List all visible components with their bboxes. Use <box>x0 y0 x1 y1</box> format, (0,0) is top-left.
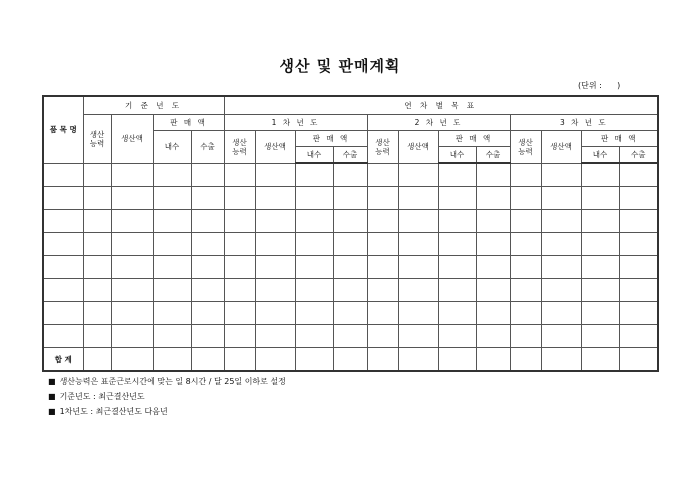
unit-label: (단위 : ) <box>578 81 621 90</box>
value-cell[interactable] <box>224 187 255 210</box>
data-rows <box>43 163 658 348</box>
item-name-cell[interactable] <box>43 302 83 325</box>
header-capacity: 생산 능력 <box>224 131 255 164</box>
value-cell[interactable] <box>83 302 111 325</box>
value-cell[interactable] <box>581 325 619 348</box>
value-cell[interactable] <box>153 279 191 302</box>
value-cell[interactable] <box>83 256 111 279</box>
value-cell[interactable] <box>83 233 111 256</box>
value-cell[interactable] <box>333 256 367 279</box>
value-cell[interactable] <box>581 279 619 302</box>
value-cell[interactable] <box>541 279 581 302</box>
value-cell[interactable] <box>510 302 541 325</box>
value-cell[interactable] <box>224 325 255 348</box>
value-cell[interactable] <box>581 256 619 279</box>
value-cell[interactable] <box>191 233 224 256</box>
value-cell[interactable] <box>191 210 224 233</box>
value-cell[interactable] <box>111 163 153 187</box>
value-cell[interactable] <box>224 302 255 325</box>
header-item-name: 품 목 명 <box>43 96 83 163</box>
value-cell[interactable] <box>438 279 476 302</box>
total-cell[interactable] <box>83 348 111 372</box>
total-cell[interactable] <box>367 348 398 372</box>
table-row <box>43 187 658 210</box>
header-sales-amount: 판 매 액 <box>295 131 367 147</box>
value-cell[interactable] <box>541 256 581 279</box>
value-cell[interactable] <box>510 187 541 210</box>
value-cell[interactable] <box>510 163 541 187</box>
value-cell[interactable] <box>295 302 333 325</box>
header-domestic: 내수 <box>295 147 333 164</box>
total-cell[interactable] <box>224 348 255 372</box>
value-cell[interactable] <box>398 302 438 325</box>
header-year2: 2 차 년 도 <box>367 115 510 131</box>
value-cell[interactable] <box>438 233 476 256</box>
page-title: 생산 및 판매계획 <box>279 57 401 75</box>
value-cell[interactable] <box>367 187 398 210</box>
value-cell[interactable] <box>619 163 658 187</box>
value-cell[interactable] <box>153 325 191 348</box>
total-cell[interactable] <box>191 348 224 372</box>
value-cell[interactable] <box>619 233 658 256</box>
total-cell[interactable] <box>581 348 619 372</box>
value-cell[interactable] <box>191 279 224 302</box>
value-cell[interactable] <box>333 302 367 325</box>
value-cell[interactable] <box>541 233 581 256</box>
value-cell[interactable] <box>111 256 153 279</box>
header-sales-amount: 판 매 액 <box>581 131 658 147</box>
black-square-bullet-icon: ■ <box>48 392 56 401</box>
value-cell[interactable] <box>510 325 541 348</box>
value-cell[interactable] <box>111 233 153 256</box>
value-cell[interactable] <box>111 279 153 302</box>
value-cell[interactable] <box>295 279 333 302</box>
value-cell[interactable] <box>367 302 398 325</box>
total-cell[interactable] <box>438 348 476 372</box>
value-cell[interactable] <box>153 187 191 210</box>
table-row <box>43 210 658 233</box>
value-cell[interactable] <box>367 256 398 279</box>
header-export: 수출 <box>191 131 224 164</box>
black-square-bullet-icon: ■ <box>48 407 56 416</box>
value-cell[interactable] <box>83 279 111 302</box>
value-cell[interactable] <box>191 163 224 187</box>
header-export: 수출 <box>333 147 367 164</box>
value-cell[interactable] <box>541 210 581 233</box>
value-cell[interactable] <box>191 302 224 325</box>
value-cell[interactable] <box>476 279 510 302</box>
value-cell[interactable] <box>438 325 476 348</box>
value-cell[interactable] <box>333 187 367 210</box>
header-capacity: 생산 능력 <box>83 115 111 164</box>
total-cell[interactable] <box>398 348 438 372</box>
header-yearly-targets: 연 차 별 목 표 <box>224 96 658 115</box>
production-sales-plan-table <box>42 95 659 372</box>
value-cell[interactable] <box>153 163 191 187</box>
total-cell[interactable] <box>619 348 658 372</box>
notes <box>48 374 286 419</box>
value-cell[interactable] <box>619 187 658 210</box>
value-cell[interactable] <box>255 302 295 325</box>
total-cell[interactable] <box>255 348 295 372</box>
value-cell[interactable] <box>438 256 476 279</box>
black-square-bullet-icon: ■ <box>48 377 56 386</box>
value-cell[interactable] <box>581 163 619 187</box>
value-cell[interactable] <box>398 187 438 210</box>
table-row <box>43 302 658 325</box>
value-cell[interactable] <box>255 325 295 348</box>
value-cell[interactable] <box>581 187 619 210</box>
header-capacity: 생산 능력 <box>367 131 398 164</box>
note-item: ■ 1차년도 : 최근결산년도 다음년 <box>48 407 168 416</box>
value-cell[interactable] <box>295 325 333 348</box>
value-cell[interactable] <box>476 187 510 210</box>
value-cell[interactable] <box>83 210 111 233</box>
value-cell[interactable] <box>541 325 581 348</box>
value-cell[interactable] <box>153 233 191 256</box>
value-cell[interactable] <box>398 279 438 302</box>
value-cell[interactable] <box>111 187 153 210</box>
total-cell[interactable] <box>153 348 191 372</box>
value-cell[interactable] <box>367 279 398 302</box>
value-cell[interactable] <box>367 233 398 256</box>
value-cell[interactable] <box>255 256 295 279</box>
value-cell[interactable] <box>476 163 510 187</box>
value-cell[interactable] <box>476 210 510 233</box>
value-cell[interactable] <box>111 210 153 233</box>
value-cell[interactable] <box>476 256 510 279</box>
header-sales-amount: 판 매 액 <box>153 115 224 131</box>
value-cell[interactable] <box>398 233 438 256</box>
value-cell[interactable] <box>619 210 658 233</box>
note-item: ■ 기준년도 : 최근결산년도 <box>48 392 145 401</box>
total-cell[interactable] <box>111 348 153 372</box>
header-production-amount: 생산액 <box>541 131 581 164</box>
header-domestic: 내수 <box>438 147 476 164</box>
value-cell[interactable] <box>295 256 333 279</box>
value-cell[interactable] <box>153 210 191 233</box>
value-cell[interactable] <box>255 163 295 187</box>
value-cell[interactable] <box>191 187 224 210</box>
value-cell[interactable] <box>333 325 367 348</box>
value-cell[interactable] <box>224 233 255 256</box>
header-sales-amount: 판 매 액 <box>438 131 510 147</box>
value-cell[interactable] <box>191 256 224 279</box>
table-row <box>43 279 658 302</box>
value-cell[interactable] <box>510 210 541 233</box>
value-cell[interactable] <box>255 233 295 256</box>
value-cell[interactable] <box>398 163 438 187</box>
value-cell[interactable] <box>224 279 255 302</box>
value-cell[interactable] <box>398 256 438 279</box>
value-cell[interactable] <box>619 302 658 325</box>
value-cell[interactable] <box>295 233 333 256</box>
header-production-amount: 생산액 <box>111 115 153 164</box>
value-cell[interactable] <box>476 325 510 348</box>
item-name-cell[interactable] <box>43 233 83 256</box>
header-domestic: 내수 <box>153 131 191 164</box>
header-year1: 1 차 년 도 <box>224 115 367 131</box>
table-row <box>43 256 658 279</box>
value-cell[interactable] <box>581 233 619 256</box>
value-cell[interactable] <box>367 210 398 233</box>
table-row <box>43 233 658 256</box>
total-cell[interactable] <box>541 348 581 372</box>
value-cell[interactable] <box>111 325 153 348</box>
value-cell[interactable] <box>581 210 619 233</box>
value-cell[interactable] <box>367 163 398 187</box>
header-export: 수출 <box>619 147 658 164</box>
value-cell[interactable] <box>83 325 111 348</box>
value-cell[interactable] <box>111 302 153 325</box>
total-cell[interactable] <box>333 348 367 372</box>
value-cell[interactable] <box>153 256 191 279</box>
value-cell[interactable] <box>438 187 476 210</box>
value-cell[interactable] <box>224 163 255 187</box>
value-cell[interactable] <box>438 210 476 233</box>
value-cell[interactable] <box>83 187 111 210</box>
value-cell[interactable] <box>476 302 510 325</box>
total-row <box>43 348 658 372</box>
header-domestic: 내수 <box>581 147 619 164</box>
item-name-cell[interactable] <box>43 256 83 279</box>
total-label: 합 계 <box>43 348 83 372</box>
value-cell[interactable] <box>541 163 581 187</box>
table-row <box>43 163 658 187</box>
header-production-amount: 생산액 <box>398 131 438 164</box>
value-cell[interactable] <box>153 302 191 325</box>
value-cell[interactable] <box>333 210 367 233</box>
value-cell[interactable] <box>510 233 541 256</box>
value-cell[interactable] <box>541 187 581 210</box>
header-base-year: 기 준 년 도 <box>83 96 224 115</box>
header-year3: 3 차 년 도 <box>510 115 658 131</box>
value-cell[interactable] <box>476 233 510 256</box>
item-name-cell[interactable] <box>43 325 83 348</box>
table-row <box>43 325 658 348</box>
value-cell[interactable] <box>224 256 255 279</box>
value-cell[interactable] <box>295 163 333 187</box>
value-cell[interactable] <box>295 210 333 233</box>
value-cell[interactable] <box>619 279 658 302</box>
value-cell[interactable] <box>398 210 438 233</box>
note-item: ■ 생산능력은 표준근로시간에 맞는 일 8시간 / 달 25일 이하로 설정 <box>48 377 286 386</box>
value-cell[interactable] <box>619 325 658 348</box>
value-cell[interactable] <box>255 187 295 210</box>
total-cell[interactable] <box>476 348 510 372</box>
item-name-cell[interactable] <box>43 279 83 302</box>
value-cell[interactable] <box>333 233 367 256</box>
value-cell[interactable] <box>255 210 295 233</box>
value-cell[interactable] <box>398 325 438 348</box>
value-cell[interactable] <box>510 279 541 302</box>
total-cell[interactable] <box>295 348 333 372</box>
value-cell[interactable] <box>191 325 224 348</box>
value-cell[interactable] <box>438 163 476 187</box>
value-cell[interactable] <box>541 302 581 325</box>
value-cell[interactable] <box>255 279 295 302</box>
total-cell[interactable] <box>510 348 541 372</box>
item-name-cell[interactable] <box>43 163 83 187</box>
header-export: 수출 <box>476 147 510 164</box>
value-cell[interactable] <box>224 210 255 233</box>
value-cell[interactable] <box>333 279 367 302</box>
value-cell[interactable] <box>619 256 658 279</box>
value-cell[interactable] <box>295 187 333 210</box>
value-cell[interactable] <box>333 163 367 187</box>
value-cell[interactable] <box>438 302 476 325</box>
value-cell[interactable] <box>510 256 541 279</box>
value-cell[interactable] <box>581 302 619 325</box>
item-name-cell[interactable] <box>43 187 83 210</box>
item-name-cell[interactable] <box>43 210 83 233</box>
value-cell[interactable] <box>367 325 398 348</box>
header-production-amount: 생산액 <box>255 131 295 164</box>
value-cell[interactable] <box>83 163 111 187</box>
header-capacity: 생산 능력 <box>510 131 541 164</box>
